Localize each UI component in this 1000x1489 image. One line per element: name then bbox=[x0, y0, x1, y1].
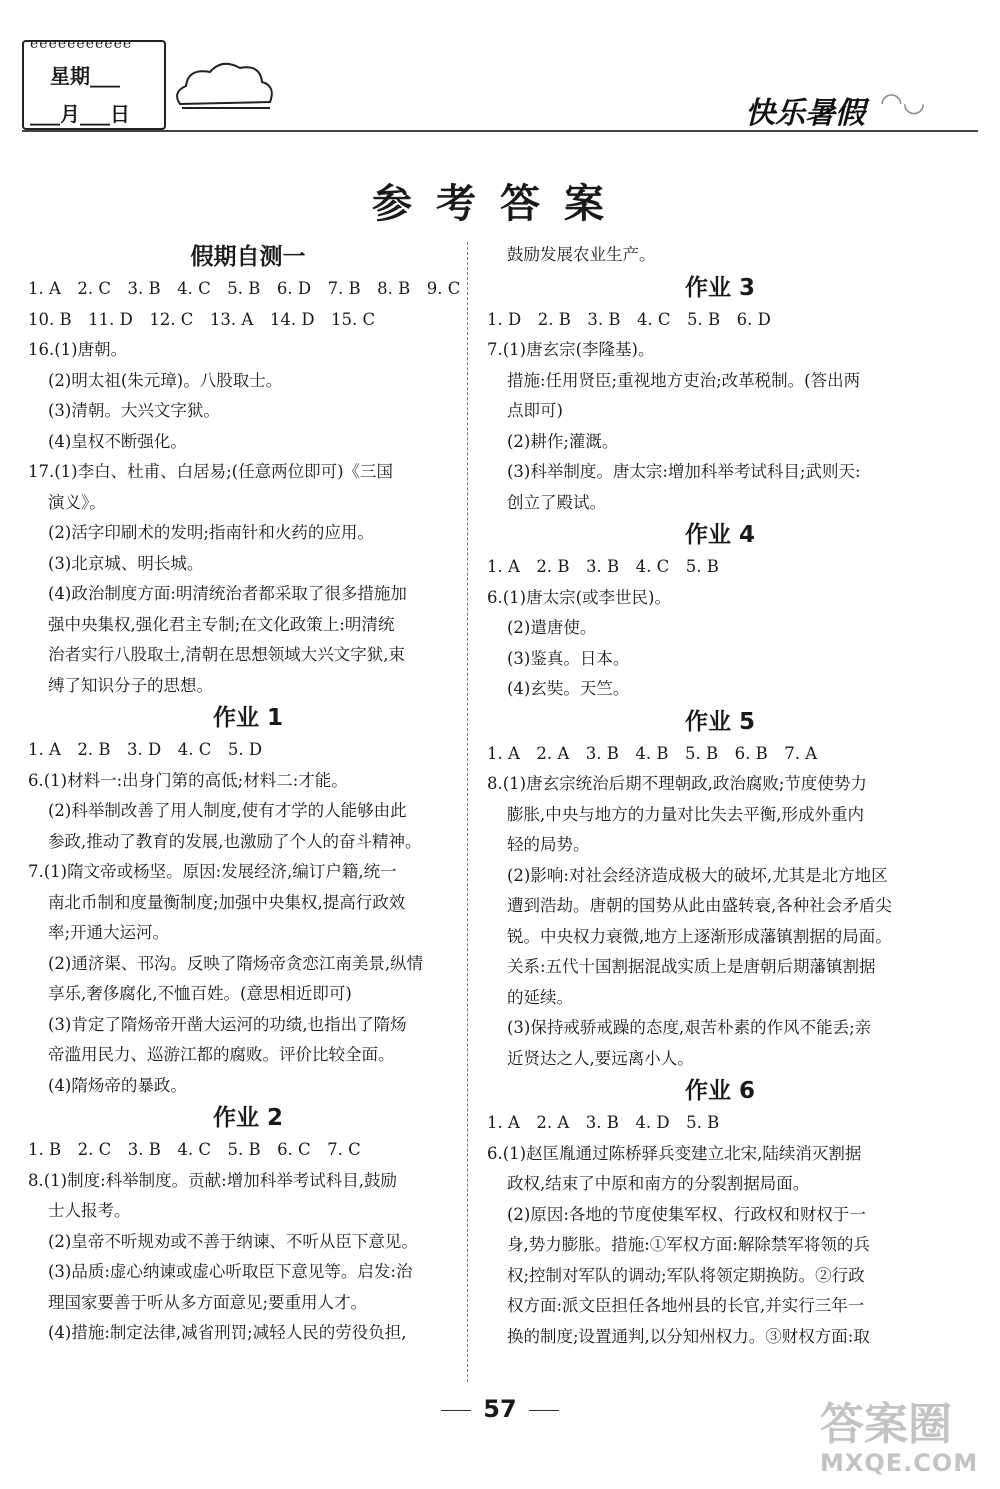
weekday-field: 星期___ bbox=[50, 64, 120, 88]
answer-line: 8.(1)制度:科举制度。贡献:增加科举考试科目,鼓励 bbox=[28, 1170, 397, 1190]
answer-line: 轻的局势。 bbox=[507, 835, 590, 854]
answer-line: (3)品质:虚心纳谏或虚心听取臣下意见等。启发:治 bbox=[48, 1262, 413, 1281]
answer-line: 换的制度;设置通判,以分知州权力。③财权方面:取 bbox=[507, 1326, 870, 1346]
answer-line: 鼓励发展农业生产。 bbox=[507, 245, 656, 264]
calendar-rings: eeeeeeeeeee bbox=[30, 36, 133, 52]
answer-line: 遭到浩劫。唐朝的国势从此由盛转衰,各种社会矛盾尖 bbox=[507, 896, 892, 915]
answer-line: (4)政治制度方面:明清统治者都采取了很多措施加 bbox=[48, 584, 407, 603]
answer-line: 1. A 2. B 3. D 4. C 5. D bbox=[28, 740, 263, 759]
answer-line: 身,势力膨胀。措施:①军权方面:解除禁军将领的兵 bbox=[507, 1235, 870, 1254]
answer-line: 创立了殿试。 bbox=[507, 492, 606, 512]
answer-line: 近贤达之人,要远离小人。 bbox=[507, 1048, 694, 1068]
answer-line: (4)皇权不断强化。 bbox=[48, 431, 187, 451]
answer-line: (2)活字印刷术的发明;指南针和火药的应用。 bbox=[48, 523, 374, 542]
answer-line: 6.(1)唐太宗(或李世民)。 bbox=[487, 587, 671, 607]
answer-line: (3)北京城、明长城。 bbox=[48, 553, 204, 573]
answer-line: 权方面:派文臣担任各地州县的长官,并实行三年一 bbox=[507, 1296, 865, 1315]
section-heading: 作业 6 bbox=[684, 1078, 755, 1104]
answer-line: 参政,推动了教育的发展,也激励了个人的奋斗精神。 bbox=[48, 831, 422, 851]
answer-line: 理国家要善于听从多方面意见;要重用人才。 bbox=[48, 1292, 368, 1312]
answer-line: 强中央集权,强化君主专制;在文化政策上:明清统 bbox=[48, 614, 395, 634]
cloud-icon bbox=[172, 58, 278, 116]
answer-line: (3)肯定了隋炀帝开凿大运河的功绩,也指出了隋炀 bbox=[48, 1014, 407, 1034]
watermark bbox=[820, 1400, 980, 1480]
date-field: ___月___日 bbox=[30, 102, 130, 126]
section-heading: 作业 3 bbox=[684, 274, 755, 301]
answer-line: 17.(1)李白、杜甫、白居易;(任意两位即可)《三国 bbox=[28, 462, 394, 481]
section-heading: 作业 4 bbox=[684, 522, 755, 548]
answer-line: 1. A 2. B 3. B 4. C 5. B bbox=[487, 557, 719, 576]
answer-line: (3)鉴真。日本。 bbox=[507, 648, 630, 668]
answer-line: 16.(1)唐朝。 bbox=[28, 340, 128, 359]
answer-line: 8.(1)唐玄宗统治后期不理朝政,政治腐败;节度使势力 bbox=[487, 774, 867, 793]
answer-line: (2)通济渠、邗沟。反映了隋炀帝贪恋江南美景,纵情 bbox=[48, 953, 424, 973]
swirl-icon: ◠◡ bbox=[880, 88, 926, 118]
answer-line: (2)耕作;灌溉。 bbox=[507, 431, 619, 451]
answer-line: 10. B 11. D 12. C 13. A 14. D 15. C bbox=[28, 309, 376, 329]
answer-line: (4)措施:制定法律,减省刑罚;减轻人民的劳役负担, bbox=[48, 1323, 407, 1342]
answer-line: (2)影响:对社会经济造成极大的破坏,尤其是北方地区 bbox=[507, 865, 888, 885]
answer-line: 帝滥用民力、巡游江都的腐败。评价比较全面。 bbox=[48, 1045, 395, 1064]
answer-line: 点即可) bbox=[507, 401, 563, 420]
answer-line: 的延续。 bbox=[507, 987, 573, 1007]
dash-left bbox=[441, 1410, 471, 1411]
answer-line: 锐。中央权力衰微,地方上逐渐形成藩镇割据的局面。 bbox=[507, 926, 892, 946]
answer-line: (3)保持戒骄戒躁的态度,艰苦朴素的作风不能丢;亲 bbox=[507, 1018, 872, 1037]
answer-line: 1. A 2. A 3. B 4. B 5. B 6. B 7. A bbox=[487, 743, 818, 763]
answer-line: 政权,结束了中原和南方的分裂割据局面。 bbox=[507, 1174, 810, 1193]
answer-line: 率;开通大运河。 bbox=[48, 923, 170, 942]
answer-line: 1. A 2. A 3. B 4. D 5. B bbox=[487, 1113, 720, 1132]
answer-line: 南北币制和度量衡制度;加强中央集权,提高行政效 bbox=[48, 892, 406, 912]
answer-line: (4)隋炀帝的暴政。 bbox=[48, 1075, 187, 1095]
answer-line: 关系:五代十国割据混战实质上是唐朝后期藩镇割据 bbox=[507, 957, 876, 976]
answer-line: (4)玄奘。天竺。 bbox=[507, 679, 630, 698]
answer-line: 措施:任用贤臣;重视地方吏治;改革税制。(答出两 bbox=[507, 370, 861, 390]
answer-line: 治者实行八股取士,清朝在思想领域大兴文字狱,束 bbox=[48, 645, 405, 664]
answer-line: (2)遣唐使。 bbox=[507, 618, 597, 637]
answer-line: 士人报考。 bbox=[48, 1201, 131, 1220]
answer-line: 7.(1)隋文帝或杨坚。原因:发展经济,编订户籍,统一 bbox=[28, 862, 397, 881]
header-rule bbox=[22, 130, 978, 132]
answer-line: (2)明太祖(朱元璋)。八股取士。 bbox=[48, 370, 283, 390]
answer-line: (2)皇帝不听规劝或不善于纳谏、不听从臣下意见。 bbox=[48, 1231, 418, 1251]
answer-line: 1. D 2. B 3. B 4. C 5. B 6. D bbox=[487, 309, 771, 329]
section-heading: 作业 1 bbox=[212, 705, 283, 731]
left-column bbox=[28, 240, 468, 1349]
section-heading: 作业 5 bbox=[684, 708, 755, 735]
watermark-line1: 答案圈 bbox=[820, 1399, 952, 1450]
dash-right bbox=[529, 1410, 559, 1411]
page-title: 参考答案 bbox=[372, 181, 628, 227]
right-column bbox=[487, 240, 953, 1352]
answer-line: 演义》。 bbox=[48, 492, 106, 512]
answer-line: (2)科举制改善了用人制度,使有才学的人能够由此 bbox=[48, 801, 407, 820]
answer-line: 权;控制对军队的调动;军队将领定期换防。②行政 bbox=[507, 1265, 865, 1285]
answer-line: 6.(1)材料一:出身门第的高低;材料二:才能。 bbox=[28, 770, 348, 790]
answer-line: 6.(1)赵匡胤通过陈桥驿兵变建立北宋,陆续消灭割据 bbox=[487, 1143, 862, 1163]
answer-line: 7.(1)唐玄宗(李隆基)。 bbox=[487, 340, 655, 359]
answer-line: (3)科举制度。唐太宗:增加科举考试科目;武则天: bbox=[507, 462, 861, 481]
answer-line: 享乐,奢侈腐化,不恤百姓。(意思相近即可) bbox=[48, 984, 352, 1003]
section-heading: 作业 2 bbox=[212, 1105, 283, 1131]
answer-line: (3)清朝。大兴文字狱。 bbox=[48, 401, 220, 420]
brand-logo: 快乐暑假 bbox=[745, 96, 865, 131]
page-number: 57 bbox=[483, 1395, 517, 1423]
answer-line: (2)原因:各地的节度使集军权、行政权和财权于一 bbox=[507, 1204, 866, 1224]
watermark-line2: MXQE.COM bbox=[820, 1449, 979, 1477]
answer-line: 缚了知识分子的思想。 bbox=[48, 675, 213, 695]
answer-line: 1. A 2. C 3. B 4. C 5. B 6. D 7. B 8. B 9. C bbox=[28, 279, 461, 298]
section-heading: 假期自测一 bbox=[190, 244, 306, 270]
answer-line: 膨胀,中央与地方的力量对比失去平衡,形成外重内 bbox=[507, 804, 864, 824]
answer-line: 1. B 2. C 3. B 4. C 5. B 6. C 7. C bbox=[28, 1140, 361, 1159]
